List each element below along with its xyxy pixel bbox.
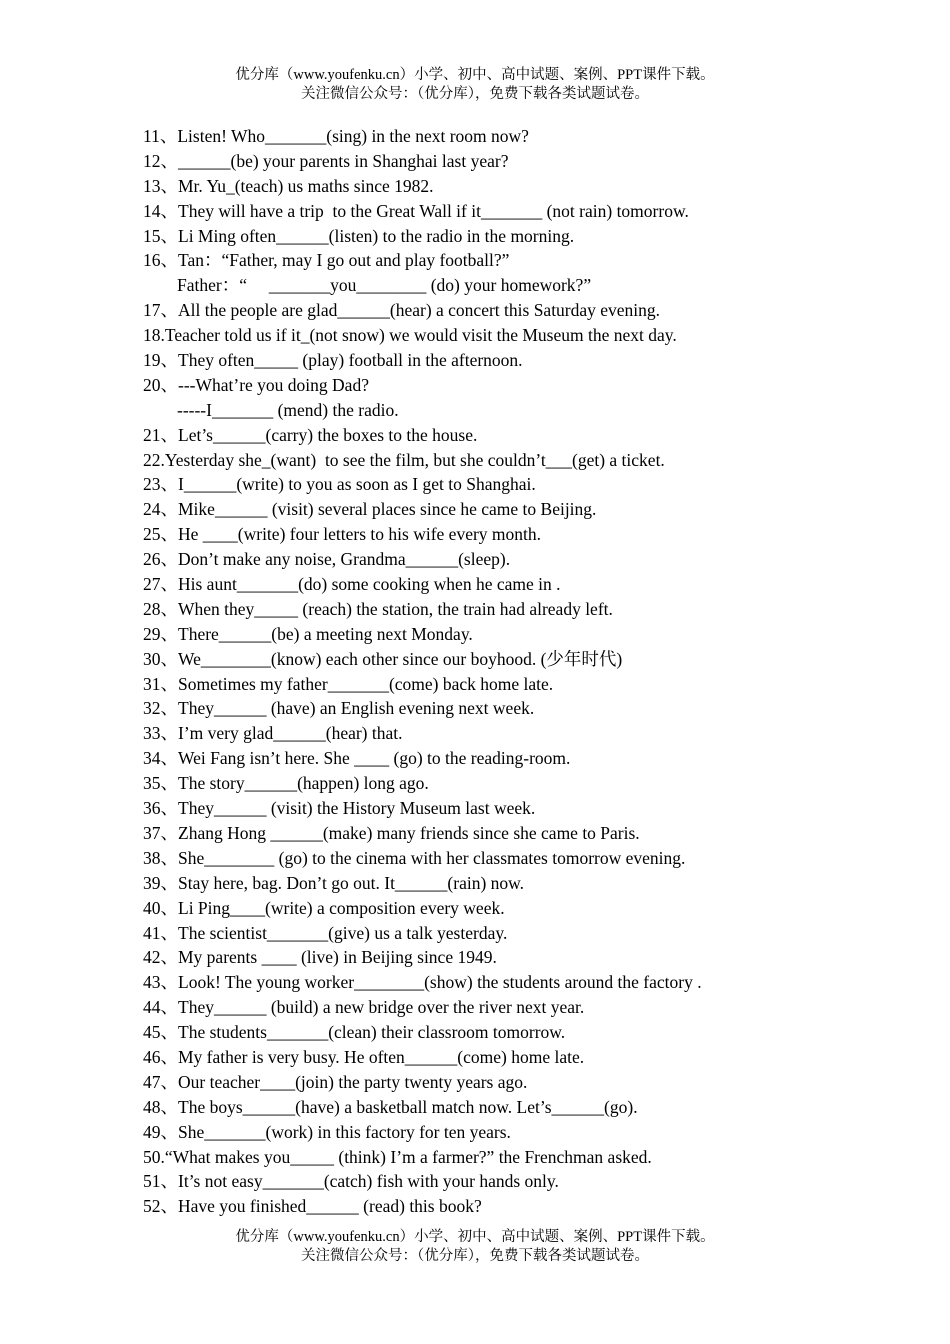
question-item: 37、Zhang Hong ______(make) many friends since she came to Paris. <box>143 822 640 843</box>
header-line-1: 优分库（www.youfenku.cn）小学、初中、高中试题、案例、PPT课件下载。 <box>235 67 715 83</box>
question-item: 16、Tan：“Father, may I go out and play football?” <box>143 250 510 271</box>
question-item: 31、Sometimes my father_______(come) back home late. <box>143 673 554 694</box>
question-item: 48、The boys______(have) a basketball match now. Let’s______(go). <box>143 1096 638 1117</box>
page-footer <box>0 1228 950 1266</box>
question-item: 30、We________(know) each other since our boyhood. (少年时代) <box>143 648 623 669</box>
question-item: 35、The story______(happen) long ago. <box>143 773 429 794</box>
question-list <box>143 124 923 1219</box>
question-item: 20、---What’re you doing Dad? <box>143 374 369 395</box>
question-item: 26、Don’t make any noise, Grandma______(sleep). <box>143 549 511 570</box>
question-item: 13、Mr. Yu_(teach) us maths since 1982. <box>143 175 434 196</box>
question-item: 49、She_______(work) in this factory for ten years. <box>143 1121 511 1142</box>
question-item: 43、Look! The young worker________(show) the students around the factory . <box>143 972 702 993</box>
question-item: 32、They______ (have) an English evening next week. <box>143 698 535 719</box>
question-item: 21、Let’s______(carry) the boxes to the house. <box>143 424 478 445</box>
question-item: 14、They will have a trip to the Great Wall if it_______ (not rain) tomorrow. <box>143 200 689 221</box>
question-item: 18.Teacher told us if it_(not snow) we would visit the Museum the next day. <box>143 325 677 346</box>
question-item: 12、______(be) your parents in Shanghai last year? <box>143 150 509 171</box>
question-item: 38、She________ (go) to the cinema with her classmates tomorrow evening. <box>143 847 686 868</box>
header-line-2: 关注微信公众号：（优分库），免费下载各类试题试卷。 <box>301 86 649 102</box>
question-item: 51、It’s not easy_______(catch) fish with your hands only. <box>143 1171 559 1192</box>
question-item: 46、My father is very busy. He often______(come) home late. <box>143 1046 585 1067</box>
question-item: 42、My parents ____ (live) in Beijing since 1949. <box>143 947 497 968</box>
question-continuation: -----I_______ (mend) the radio. <box>177 399 399 420</box>
question-item: 25、He ____(write) four letters to his wife every month. <box>143 524 542 545</box>
question-item: 22.Yesterday she_(want) to see the film, but she couldn’t___(get) a ticket. <box>143 449 665 470</box>
question-item: 28、When they_____ (reach) the station, the train had already left. <box>143 598 613 619</box>
question-item: 52、Have you finished______ (read) this book? <box>143 1196 482 1217</box>
question-item: 33、I’m very glad______(hear) that. <box>143 723 403 744</box>
question-item: 40、Li Ping____(write) a composition every week. <box>143 897 505 918</box>
question-item: 41、The scientist_______(give) us a talk yesterday. <box>143 922 508 943</box>
question-item: 44、They______ (build) a new bridge over the river next year. <box>143 997 585 1018</box>
question-item: 23、I______(write) to you as soon as I get to Shanghai. <box>143 474 536 495</box>
question-item: 19、They often_____ (play) football in the afternoon. <box>143 350 523 371</box>
question-continuation: Father：“ _______you________ (do) your homework?” <box>177 275 592 296</box>
question-item: 24、Mike______ (visit) several places since he came to Beijing. <box>143 499 597 520</box>
question-item: 27、His aunt_______(do) some cooking when he came in . <box>143 574 561 595</box>
footer-line-1: 优分库（www.youfenku.cn）小学、初中、高中试题、案例、PPT课件下载。 <box>235 1229 715 1245</box>
footer-line-2: 关注微信公众号：（优分库），免费下载各类试题试卷。 <box>301 1248 649 1264</box>
question-item: 34、Wei Fang isn’t here. She ____ (go) to the reading-room. <box>143 748 571 769</box>
question-item: 47、Our teacher____(join) the party twenty years ago. <box>143 1071 528 1092</box>
question-item: 29、There______(be) a meeting next Monday. <box>143 623 473 644</box>
question-item: 45、The students_______(clean) their classroom tomorrow. <box>143 1022 566 1043</box>
question-item: 36、They______ (visit) the History Museum last week. <box>143 798 536 819</box>
question-item: 39、Stay here, bag. Don’t go out. It______(rain) now. <box>143 872 525 893</box>
page-header <box>0 66 950 104</box>
question-item: 11、Listen! Who_______(sing) in the next room now? <box>143 126 529 146</box>
question-item: 15、Li Ming often______(listen) to the radio in the morning. <box>143 225 575 246</box>
question-item: 17、All the people are glad______(hear) a concert this Saturday evening. <box>143 300 661 321</box>
question-item: 50.“What makes you_____ (think) I’m a farmer?” the Frenchman asked. <box>143 1146 652 1167</box>
